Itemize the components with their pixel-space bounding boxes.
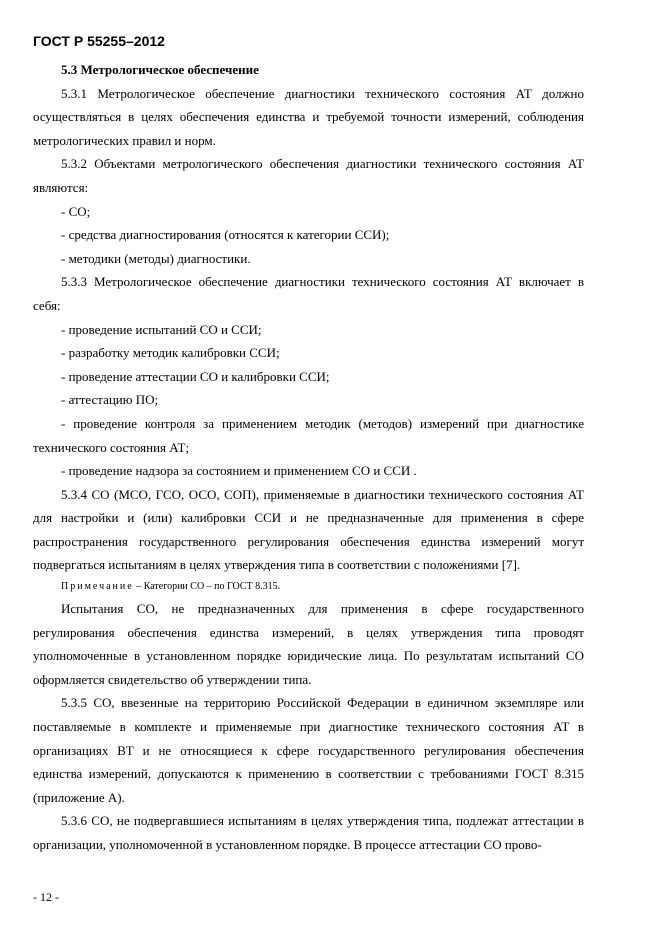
list-item: - методики (методы) диагностики.: [61, 250, 251, 266]
list-item: - проведение аттестации СО и калибровки ССИ;: [61, 368, 330, 384]
paragraph-5-3-1: 5.3.1 Метрологическое обеспечение диагностики технического состояния АТ должно осуществляться в целях обеспечения единства и требуемой точности измерений, соблюдения метрологических правил и норм.: [33, 85, 584, 148]
section-body: [33, 54, 584, 857]
note-label: Примечание: [61, 581, 134, 593]
list-item: - проведение надзора за состоянием и применением СО и ССИ .: [61, 463, 417, 479]
paragraph-5-3-5: 5.3.5 СО, ввезенные на территорию Российской Федерации в единичном экземпляре или поставляемые в комплекте и применяемые при диагностике технического состояния АТ в организациях ВТ и не относящиеся к сфере государственного регулирования обеспечения единства измерений, допускаются к применению в соответствии с требованиями ГОСТ 8.315 (приложение А).: [33, 695, 584, 805]
list-item: - разработку методик калибровки ССИ;: [61, 345, 280, 361]
note: [33, 577, 584, 597]
paragraph-5-3-4-continued: Испытания СО, не предназначенных для применения в сфере государственного регулирования обеспечения единства измерений, в целях утверждения типа проводят уполномоченные в установленном порядке юридические лица. По результатам испытаний СО оформляется свидетельство об утверждении типа.: [33, 601, 584, 687]
note-text: – Категории СО – по ГОСТ 8.315.: [133, 581, 281, 593]
list-item: - проведение испытаний СО и ССИ;: [61, 321, 262, 337]
list-item: - аттестацию ПО;: [61, 392, 159, 408]
paragraph-5-3-3: 5.3.3 Метрологическое обеспечение диагностики технического состояния АТ включает в себя:: [33, 274, 584, 313]
page-number: - 12 -: [33, 890, 59, 904]
standard-header: ГОСТ Р 55255–2012: [33, 33, 165, 49]
paragraph-5-3-4: 5.3.4 СО (МСО, ГСО, ОСО, СОП), применяемые в диагностики технического состояния АТ для настройки и (или) калибровки ССИ и не предназначенные для применения в сфере распространения государственного регулирования обеспечения единства измерений могут подвергаться испытаниям в целях утверждения типа в соответствии с положениями [7].: [33, 486, 584, 573]
section-heading: 5.3 Метрологическое обеспечение: [61, 62, 259, 77]
list-item: - средства диагностирования (относятся к категории ССИ);: [61, 227, 390, 243]
list-item: - проведение контроля за применением методик (методов) измерений при диагностике технического состояния АТ;: [33, 415, 584, 455]
paragraph-5-3-2: 5.3.2 Объектами метрологического обеспечения диагностики технического состояния АТ являются:: [33, 156, 584, 195]
list-item: - СО;: [61, 203, 91, 219]
paragraph-5-3-6: 5.3.6 СО, не подвергавшиеся испытаниям в целях утверждения типа, подлежат аттестации в организации, уполномоченной в установленном порядке. В процессе аттестации СО прово-: [33, 813, 584, 852]
